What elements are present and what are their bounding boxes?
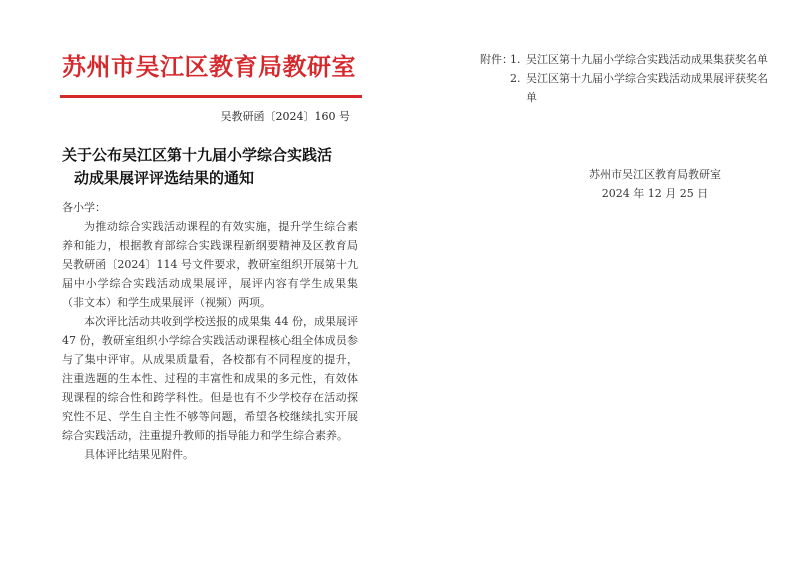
attachment-number: 1. [510, 53, 521, 66]
paragraph-results: 具体评比结果见附件。 [84, 448, 194, 461]
attachment-item [480, 69, 770, 107]
notice-title [62, 144, 362, 190]
attachment-text: 吴江区第十九届小学综合实践活动成果展评获奖名单 [526, 72, 768, 104]
attachments-label: 附件： [480, 53, 513, 66]
letterhead-red-rule [60, 95, 362, 98]
paragraph-evaluation: 本次评比活动共收到学校送报的成果集 44 份，成果展评 47 份，教研室组织小学综合实践活动课程核心组全体成员参与了集中评审。从成果质量看，各校都有不同程度的提升，注重选题的生本性、过程的丰富性和成果的多元性，有效体现课程的综合性和跨学科性。但是也有不少学校存在活动探究性不足、学生自主性不够等问题，希望各校继续扎实开展综合实践活动，注重提升教师的指导能力和学生综合素养。 [62, 315, 358, 442]
signature-org: 苏州市吴江区教育局教研室 [589, 168, 721, 181]
signature-block [560, 165, 750, 203]
attachments-list [480, 50, 770, 107]
document-number: 吴教研函〔2024〕160 号 [220, 110, 350, 123]
letterhead-title: 苏州市吴江区教育局教研室 [62, 52, 356, 81]
notice-title-line-1: 关于公布吴江区第十九届小学综合实践活 [62, 146, 333, 164]
attachment-item [480, 50, 770, 69]
notice-title-line-2: 动成果展评评选结果的通知 [74, 169, 255, 187]
salutation: 各小学： [62, 201, 106, 214]
attachment-number: 2. [510, 72, 521, 85]
paragraph-purpose: 为推动综合实践活动课程的有效实施，提升学生综合素养和能力，根据教育部综合实践课程新纲要精神及区教育局吴教研函〔2024〕114 号文件要求，教研室组织开展第十九届中小学综合实践活动成果展评，展评内容有学生成果集（非文本）和学生成果展评（视频）两项。 [62, 220, 358, 309]
signature-date: 2024 年 12 月 25 日 [601, 187, 709, 200]
attachment-text: 吴江区第十九届小学综合实践活动成果集获奖名单 [526, 53, 768, 66]
notice-body [62, 198, 358, 464]
